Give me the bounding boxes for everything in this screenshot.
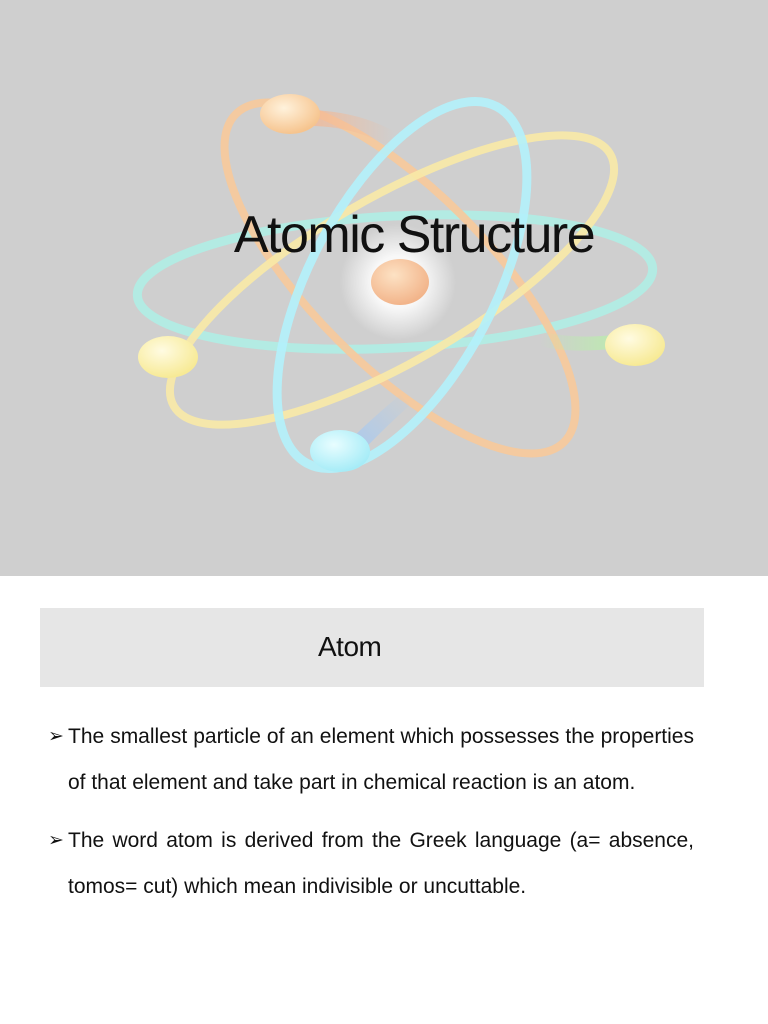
slide-title: Atomic Structure [233,206,595,264]
slide-heading: Atom [318,631,382,662]
bullet-list [48,714,694,922]
bullet-text: The word atom is derived from the Greek language (a= absence, tomos= cut) which mean indivisible or uncuttable. [68,829,694,898]
heading-box [40,608,704,687]
bullet-item [48,818,694,910]
bullet-text: The smallest particle of an element which possesses the properties of that element and take part in chemical reaction is an atom. [68,725,694,794]
content-slide [0,584,768,1024]
bullet-item [48,714,694,806]
arrow-bullet-icon: ➢ [48,726,64,747]
arrow-bullet-icon: ➢ [48,830,64,851]
slide-divider [0,576,768,584]
